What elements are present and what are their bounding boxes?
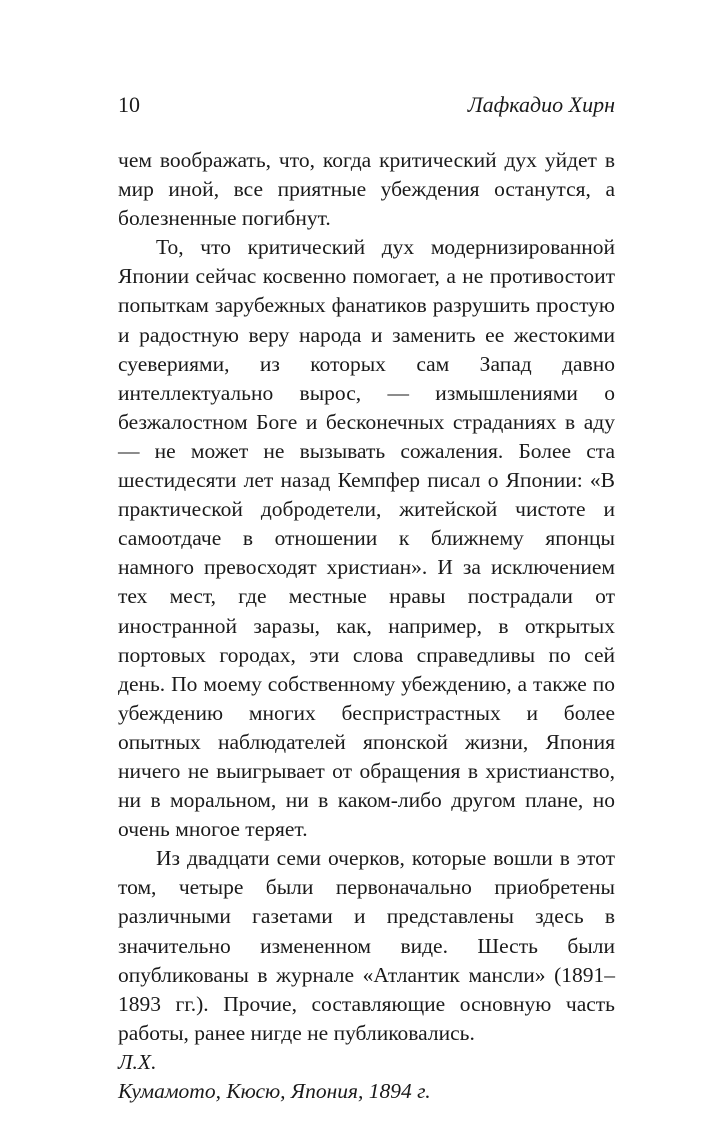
running-head-author: Лафкадио Хирн xyxy=(467,92,615,117)
paragraph-essays: Из двадцати семи очерков, которые вошли в этот том, четыре были первоначально приобретены различными газетами и представлены здесь в значительно измененном виде. Шесть были опубликованы в журнале «Атлантик мансли» (1891–1893 гг.). Прочие, составляющие основную часть работы, ранее нигде не публиковались. xyxy=(118,846,615,1045)
page-number: 10 xyxy=(118,92,140,117)
body-text xyxy=(118,146,615,1106)
signature-initials: Л.Х. xyxy=(118,1049,157,1074)
paragraph-critical-spirit: То, что критический дух модернизированной Японии сейчас косвенно помогает, а не противостоит попыткам зарубежных фанатиков разрушить простую и радостную веру народа и заменить ее жестокими суевериями, из которых сам Запад давно интеллектуально вырос, — измышлениями о безжалостном Боге и бесконечных страданиях в аду — не может не вызывать сожаления. Более ста шестидесяти лет назад Кемпфер писал о Японии: «В практической добродетели, житейской чистоте и самоотдаче в отношении к ближнему японцы намного превосходят христиан». И за исключением тех мест, где местные нравы пострадали от иностранной заразы, как, например, в открытых портовых городах, эти слова справедливы по сей день. По моему собственному убеждению, а также по убеждению многих беспристрастных и более опытных наблюдателей японской жизни, Япония ничего не выигрывает от обращения в христианство, ни в моральном, ни в каком-либо другом плане, но очень многое теряет. xyxy=(118,235,615,842)
paragraph-continuation: чем воображать, что, когда критический дух уйдет в мир иной, все приятные убеждения останутся, а болезненные погибнут. xyxy=(118,148,615,231)
signature-place-date: Кумамото, Кюсю, Япония, 1894 г. xyxy=(118,1079,431,1103)
page-header xyxy=(118,92,615,122)
